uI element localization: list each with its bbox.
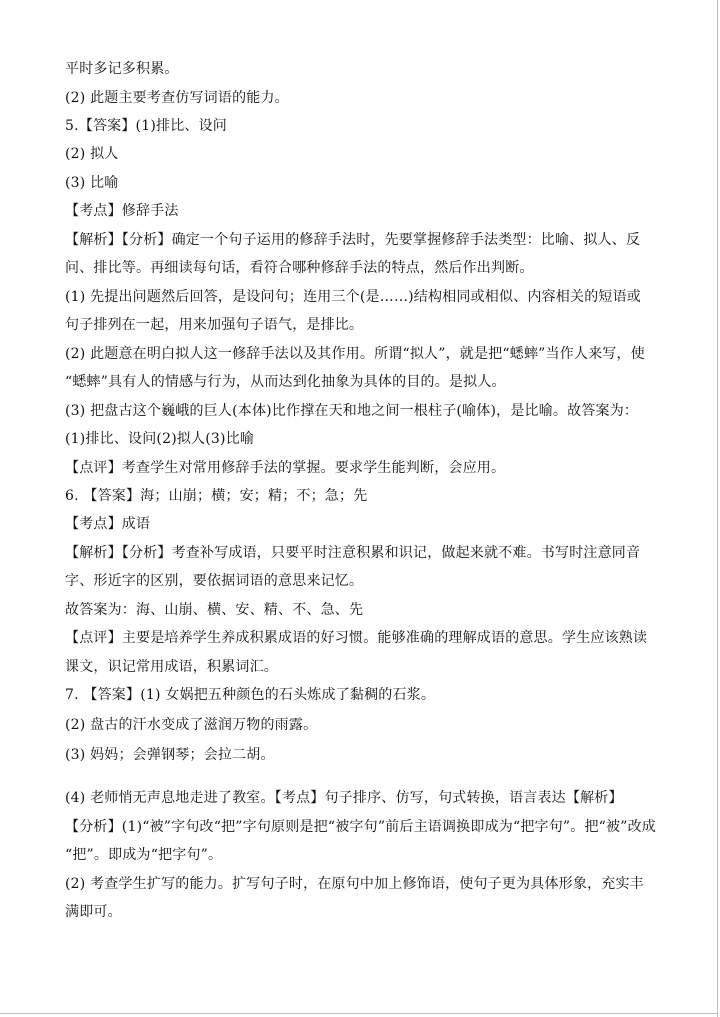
text-line: (3) 比喻: [65, 175, 119, 191]
text-line: (2) 此题意在明白拟人这一修辞手法以及其作用。所谓“拟人”，就是把“蟋蟀”当作人来写，使: [65, 346, 645, 362]
text-line: 【考点】修辞手法: [65, 203, 179, 219]
text-line: 句子排列在一起，用来加强句子语气，是排比。: [65, 317, 364, 333]
text-line: (2) 考查学生扩写的能力。扩写句子时，在原句中加上修饰语，使句子更为具体形象，充实丰: [65, 876, 644, 892]
text-line: (4) 老师悄无声息地走进了教室。【考点】句子排序、仿写，句式转换，语言表达【解析】: [65, 790, 623, 806]
text-line: 课文，识记常用成语，积累词汇。: [65, 659, 278, 675]
text-line: (1) 先提出问题然后回答，是设问句；连用三个(是……)结构相同或相似、内容相关的短语或: [65, 289, 642, 305]
text-line: 问、排比等。再细读每句话，看符合哪种修辞手法的特点，然后作出判断。: [65, 260, 534, 276]
text-line: 【考点】成语: [65, 516, 151, 532]
text-line: 5.【答案】(1)排比、设问: [65, 118, 227, 134]
text-line: 【分析】(1)“被”字句改“把”字句原则是把“被字句”前后主语调换即成为“把字句”。把“被”改成: [65, 819, 657, 835]
text-line: 【点评】考查学生对常用修辞手法的掌握。要求学生能判断，会应用。: [65, 460, 506, 476]
text-line: 故答案为：海、山崩、横、安、精、不、急、先: [65, 602, 364, 618]
text-line: 【解析】【分析】确定一个句子运用的修辞手法时，先要掌握修辞手法类型：比喻、拟人、反: [65, 232, 641, 248]
text-line: (2) 拟人: [65, 146, 119, 162]
text-line: (2) 此题主要考查仿写词语的能力。: [65, 90, 289, 106]
text-line: 字、形近字的区别，要依据词语的意思来记忆。: [65, 573, 364, 589]
text-line: 【点评】主要是培养学生养成积累成语的好习惯。能够准确的理解成语的意思。学生应该熟读: [65, 630, 648, 646]
text-line: 满即可。: [65, 904, 122, 920]
page-border-right: [717, 0, 718, 1017]
text-line: 6. 【答案】海；山崩；横；安；精；不；急；先: [65, 488, 368, 504]
text-line: (2) 盘古的汗水变成了滋润万物的雨露。: [65, 717, 318, 733]
text-line: “把”。即成为“把字句”。: [65, 847, 223, 863]
text-line: 7. 【答案】(1) 女娲把五种颜色的石头炼成了黏稠的石浆。: [65, 687, 436, 703]
page-border-bottom: [0, 1013, 718, 1014]
text-line: “蟋蟀”具有人的情感与行为，从而达到化抽象为具体的目的。是拟人。: [65, 374, 506, 390]
text-line: (1)排比、设问(2)拟人(3)比喻: [65, 431, 255, 447]
text-line: (3) 把盘古这个巍峨的巨人(本体)比作撑在天和地之间一根柱子(喻体)，是比喻。故答案为：: [65, 403, 639, 419]
text-line: (3) 妈妈；会弹钢琴；会拉二胡。: [65, 747, 275, 763]
text-line: 平时多记多积累。: [65, 61, 179, 77]
text-line: 【解析】【分析】考查补写成语，只要平时注意积累和识记，做起来就不难。书写时注意同音: [65, 545, 641, 561]
